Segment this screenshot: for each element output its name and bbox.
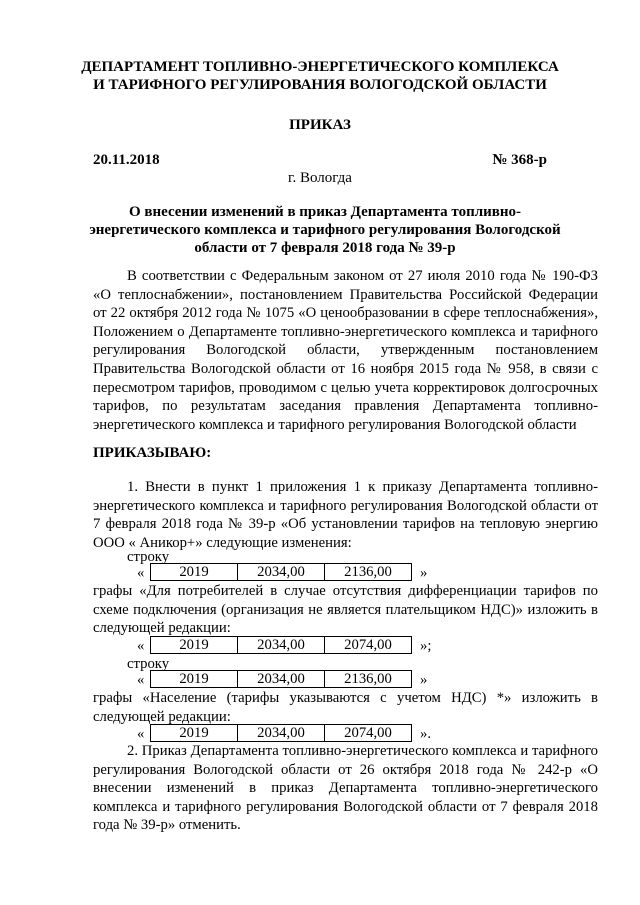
tariff-cell-1: 2034,00 xyxy=(238,724,325,742)
close-quote: » xyxy=(420,565,428,581)
year-cell: 2019 xyxy=(150,636,238,654)
close-quote: ». xyxy=(420,726,432,742)
open-quote: « xyxy=(137,672,145,688)
row-label-1: строку xyxy=(127,549,170,565)
subject-line-3: области от 7 февраля 2018 года № 39-р xyxy=(194,240,456,256)
row-label-2: строку xyxy=(127,656,170,672)
year-cell: 2019 xyxy=(150,563,238,581)
header-line-1: ДЕПАРТАМЕНТ ТОПЛИВНО-ЭНЕРГЕТИЧЕСКОГО КОМПЛЕКСА xyxy=(81,59,559,75)
tariff-cell-2: 2074,00 xyxy=(325,724,412,742)
header-line-2: И ТАРИФНОГО РЕГУЛИРОВАНИЯ ВОЛОГОДСКОЙ ОБЛАСТИ xyxy=(93,77,547,93)
city: г. Вологда xyxy=(288,170,352,186)
tariff-cell-2: 2136,00 xyxy=(325,563,412,581)
tariff-cell-2: 2136,00 xyxy=(325,670,412,688)
open-quote: « xyxy=(137,726,145,742)
subject-line-1: О внесении изменений в приказ Департамента топливно- xyxy=(128,204,522,220)
tariff-row-3 xyxy=(137,670,428,688)
item-2-paragraph: 2. Приказ Департамента топливно-энергетического комплекса и тарифного регулирования Вологодской области от 26 октября 2018 года № 242-р «О внесении изменений в приказ Департамента топливно-энергетического комплекса и тарифного регулирования Вологодской области от 7 февраля 2018 года № 39-р» отменить. xyxy=(93,743,598,834)
subject-line-2: энергетического комплекса и тарифного регулирования Вологодской xyxy=(89,222,561,238)
tariff-cell-2: 2074,00 xyxy=(325,636,412,654)
preamble-paragraph: В соответствии с Федеральным законом от 27 июля 2010 года № 190-ФЗ «О теплоснабжении», постановлением Правительства Российской Федерации от 22 октября 2012 года № 1075 «О ценообразовании в сфере теплоснабжения», Положением о Департаменте топливно-энергетического комплекса и тарифного регулирования Вологодской области, утвержденным постановлением Правительства Вологодской области от 16 ноября 2015 года № 958, в связи с пересмотром тарифов, проводимом с целью учета корректировок долгосрочных тарифов, по результатам заседания правления Департамента топливно-энергетического комплекса и тарифного регулирования Вологодской области xyxy=(93,268,598,433)
order-word: ПРИКАЗЫВАЮ: xyxy=(93,445,212,461)
graph-1-paragraph: графы «Для потребителей в случае отсутствия дифференциации тарифов по схеме подключения (организация не является плательщиком НДС)» изложить в следующей редакции: xyxy=(93,583,598,637)
close-quote: » xyxy=(420,672,428,688)
order-subject xyxy=(60,203,590,257)
tariff-row-1 xyxy=(137,563,428,581)
order-date: 20.11.2018 xyxy=(93,152,160,168)
order-number: № 368-р xyxy=(492,152,547,168)
open-quote: « xyxy=(137,565,145,581)
tariff-cell-1: 2034,00 xyxy=(238,563,325,581)
open-quote: « xyxy=(137,638,145,654)
year-cell: 2019 xyxy=(150,670,238,688)
year-cell: 2019 xyxy=(150,724,238,742)
tariff-row-2 xyxy=(137,636,432,654)
tariff-cell-1: 2034,00 xyxy=(238,670,325,688)
tariff-cell-1: 2034,00 xyxy=(238,636,325,654)
item-1-paragraph: 1. Внести в пункт 1 приложения 1 к приказу Департамента топливно-энергетического комплекса и тарифного регулирования Вологодской области от 7 февраля 2018 года № 39-р «Об установлении тарифов на тепловую энергию ООО « Аникор+» следующие изменения: xyxy=(93,479,598,551)
doc-type-title: ПРИКАЗ xyxy=(289,117,351,133)
department-header xyxy=(0,58,640,94)
graph-2-paragraph: графы «Население (тарифы указываются с учетом НДС) *» изложить в следующей редакции: xyxy=(93,690,598,725)
close-quote: »; xyxy=(420,638,432,654)
tariff-row-4 xyxy=(137,724,432,742)
